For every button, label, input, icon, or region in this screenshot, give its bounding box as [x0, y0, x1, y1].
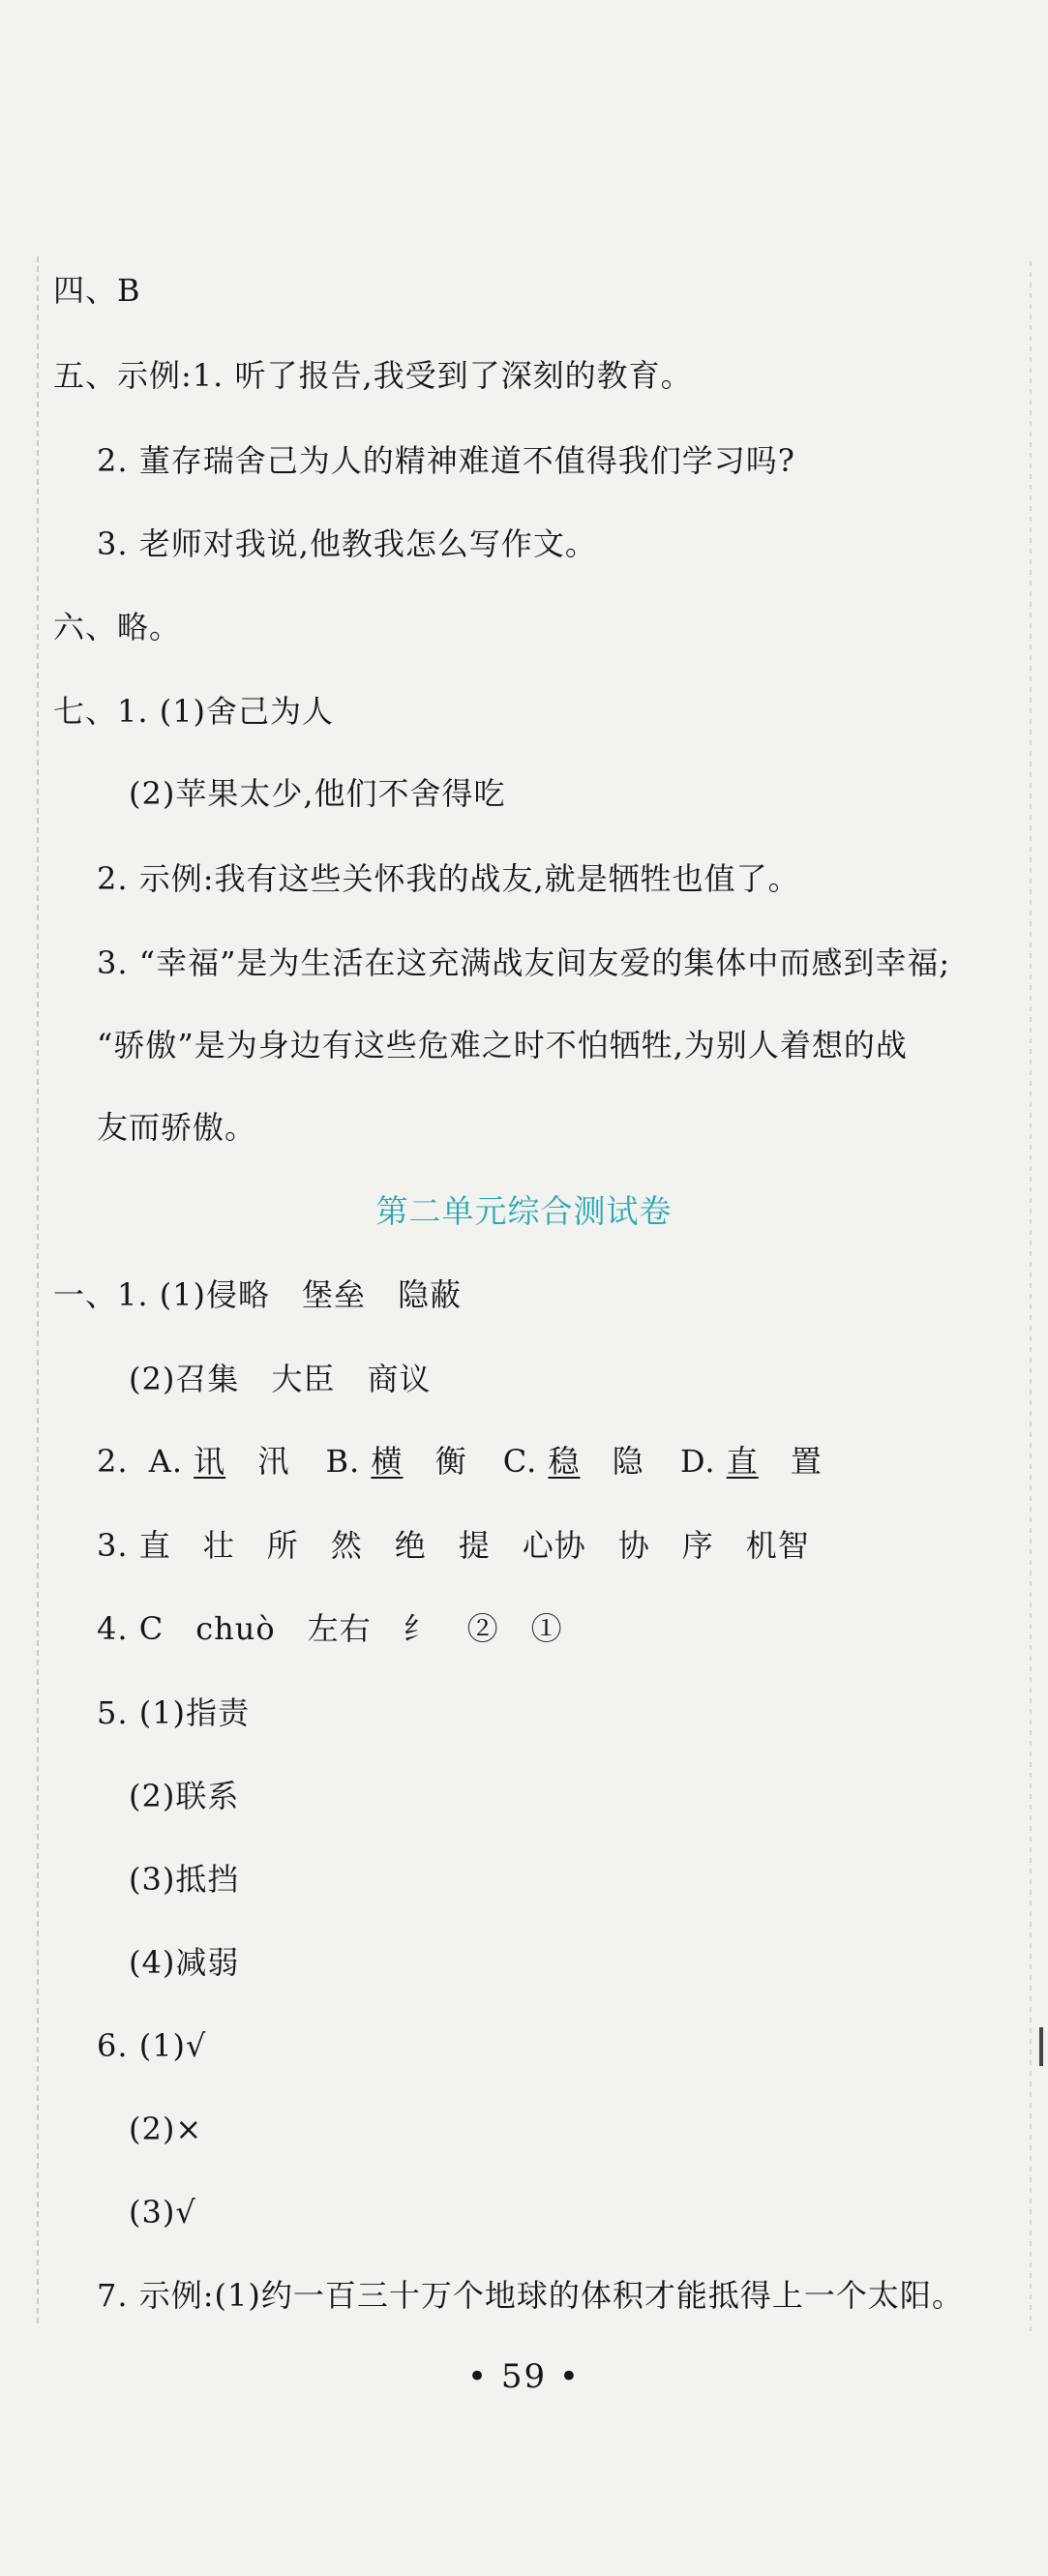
option-c-char: 隐: [612, 1443, 644, 1480]
option-d-char: 置: [790, 1443, 823, 1480]
option-a-underlined: 讯: [194, 1443, 226, 1480]
answer-6: 六、略。: [53, 609, 182, 645]
option-c-underlined: 稳: [548, 1443, 581, 1480]
answer-1-1-1: 一、1. (1)侵略 堡垒 隐蔽: [53, 1276, 463, 1313]
option-b-char: 衡: [434, 1443, 467, 1480]
item-number: 2.: [97, 1443, 129, 1480]
answer-7-3-c: 友而骄傲。: [97, 1109, 257, 1146]
answer-1-5-3: (3)抵挡: [129, 1861, 240, 1898]
answer-1-1-2: (2)召集 大臣 商议: [129, 1361, 432, 1397]
answer-7-1-2: (2)苹果太少,他们不舍得吃: [129, 775, 506, 812]
answer-7-2: 2. 示例:我有这些关怀我的战友,就是牺牲也值了。: [97, 860, 800, 897]
answer-1-5-1: 5. (1)指责: [97, 1694, 251, 1731]
option-b-underlined: 横: [371, 1443, 404, 1480]
answer-1-5-2: (2)联系: [129, 1778, 240, 1814]
answer-7-3-a: 3. “幸福”是为生活在这充满战友间友爱的集体中而感到幸福;: [97, 944, 951, 981]
answer-1-6-3: (3)√: [129, 2194, 196, 2231]
left-margin-rule: [37, 256, 39, 2327]
answer-5-1: 五、示例:1. 听了报告,我受到了深刻的教育。: [53, 357, 693, 394]
option-c-label: C.: [502, 1443, 538, 1480]
answer-1-7: 7. 示例:(1)约一百三十万个地球的体积才能抵得上一个太阳。: [97, 2277, 964, 2314]
option-d-label: D.: [679, 1443, 716, 1480]
option-d-underlined: 直: [726, 1443, 759, 1480]
answer-4: 四、B: [53, 272, 141, 309]
answer-1-6-1: 6. (1)√: [97, 2027, 207, 2064]
answer-7-1-1: 七、1. (1)舍己为人: [53, 693, 335, 730]
answer-5-3: 3. 老师对我说,他教我怎么写作文。: [97, 525, 597, 562]
binding-mark: [1039, 2027, 1043, 2066]
answer-5-2: 2. 董存瑞舍己为人的精神难道不值得我们学习吗?: [97, 442, 795, 479]
answer-1-5-4: (4)减弱: [129, 1944, 240, 1981]
answer-1-2: [97, 1442, 823, 1481]
page-number: • 59 •: [467, 2357, 581, 2396]
right-margin-rule: [1030, 261, 1032, 2332]
option-a-char: 汛: [257, 1443, 290, 1480]
answer-1-3: 3. 直 壮 所 然 绝 提 心协 协 序 机智: [97, 1527, 810, 1564]
answer-1-4: 4. C chuò 左右 纟 ② ①: [97, 1610, 563, 1647]
option-a-label: A.: [148, 1443, 183, 1480]
option-b-label: B.: [325, 1443, 361, 1480]
answer-7-3-b: “骄傲”是为身边有这些危难之时不怕牺牲,为别人着想的战: [97, 1027, 908, 1063]
answer-1-6-2: (2)×: [129, 2111, 203, 2147]
section-title: 第二单元综合测试卷: [375, 1192, 673, 1230]
